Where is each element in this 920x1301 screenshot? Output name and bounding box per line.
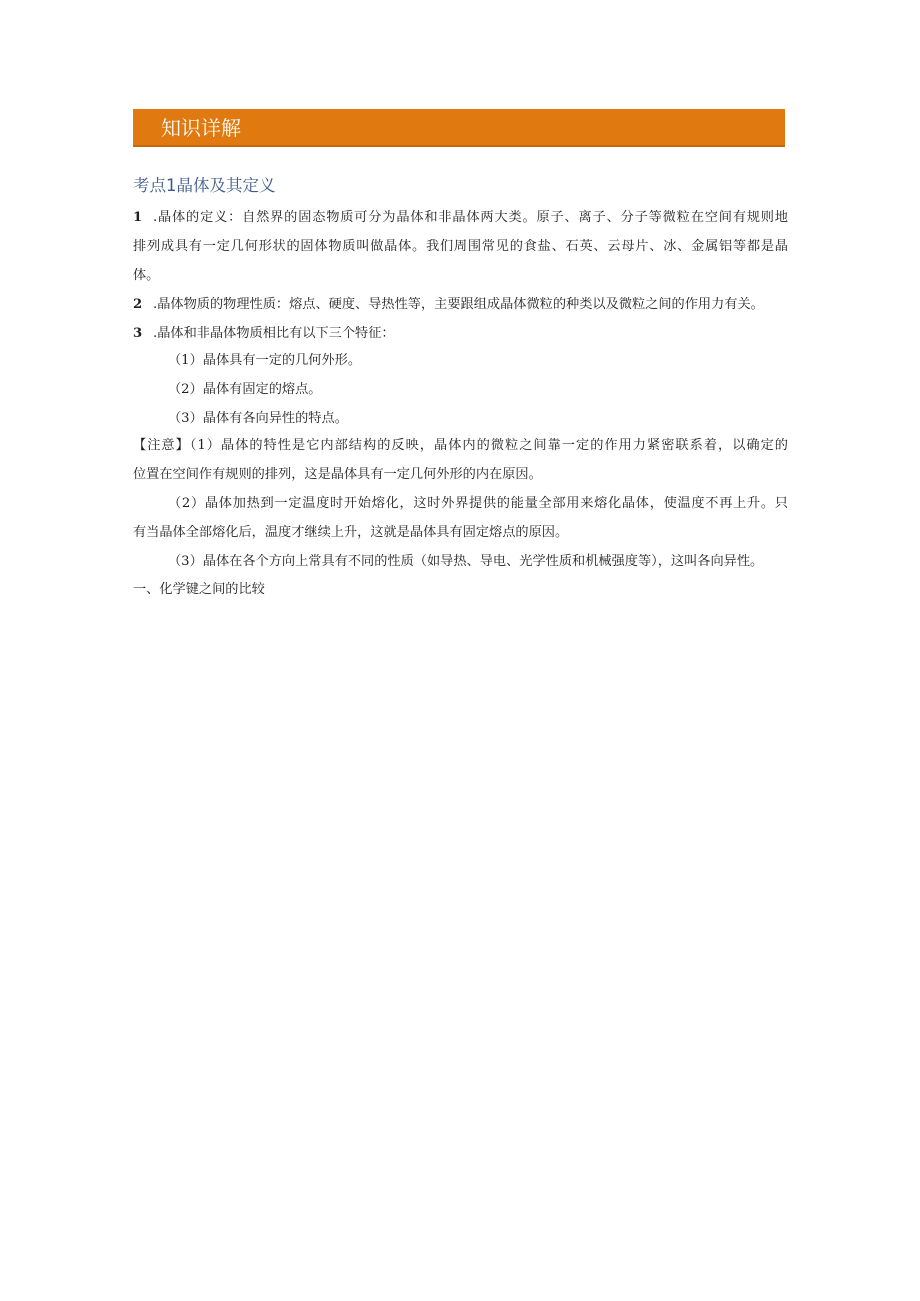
note-p2-line-2: 有当晶体全部熔化后，温度才继续上升，这就是晶体具有固定熔点的原因。 bbox=[133, 525, 569, 540]
note-p2-line-1: （2）晶体加热到一定温度时开始熔化，这时外界提供的能量全部用来熔化晶体，使温度不再上升。只 bbox=[168, 496, 788, 511]
item-text: .晶体的定义：自然界的固态物质可分为晶体和非晶体两大类。原子、离子、分子等微粒在空间有规则地 bbox=[153, 210, 788, 225]
feature-2: （2）晶体有固定的熔点。 bbox=[168, 382, 322, 397]
item-1-line-2: 排列成具有一定几何形状的固体物质叫做晶体。我们周围常见的食盐、石英、云母片、冰、金属铝等都是晶 bbox=[133, 239, 788, 254]
item-3-line-1 bbox=[133, 324, 788, 344]
closing-heading: 一、化学键之间的比较 bbox=[133, 582, 265, 597]
section-title: 考点1晶体及其定义 bbox=[133, 176, 276, 195]
item-text: .晶体和非晶体物质相比有以下三个特征： bbox=[153, 326, 395, 341]
note-p1-line-1: 【注意】（1）晶体的特性是它内部结构的反映，晶体内的微粒之间靠一定的作用力紧密联系着，以确定的 bbox=[133, 438, 788, 453]
item-1-line-1 bbox=[133, 208, 788, 228]
item-text: .晶体物质的物理性质：熔点、硬度、导热性等，主要跟组成晶体微粒的种类以及微粒之间的作用力有关。 bbox=[153, 297, 764, 312]
section-banner bbox=[133, 109, 785, 147]
banner-title: 知识详解 bbox=[161, 116, 241, 140]
note-p1-line-2: 位置在空间作有规则的排列，这是晶体具有一定几何外形的内在原因。 bbox=[133, 467, 542, 482]
item-2-line-1 bbox=[133, 295, 788, 315]
feature-3: （3）晶体有各向异性的特点。 bbox=[168, 411, 348, 426]
item-number: 1 bbox=[133, 210, 143, 225]
item-number: 3 bbox=[133, 326, 143, 341]
item-number: 2 bbox=[133, 297, 143, 312]
note-p3-line-1: （3）晶体在各个方向上常具有不同的性质（如导热、导电、光学性质和机械强度等），这叫各向异性。 bbox=[168, 554, 764, 569]
item-1-line-3: 体。 bbox=[133, 268, 160, 283]
feature-1: （1）晶体具有一定的几何外形。 bbox=[168, 353, 362, 368]
